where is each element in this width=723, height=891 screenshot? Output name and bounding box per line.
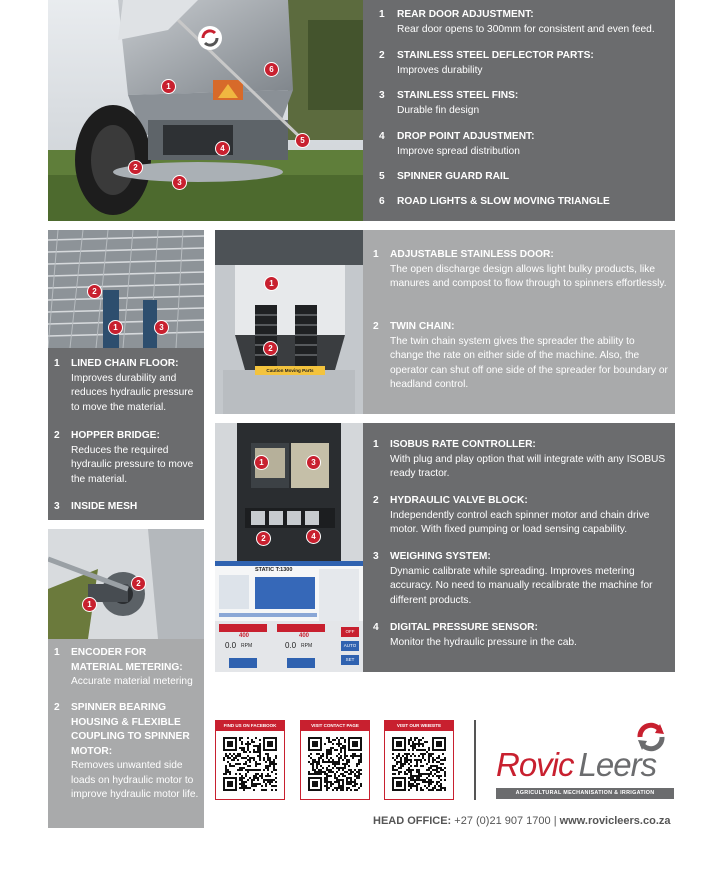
feature-item: 6 ROAD LIGHTS & SLOW MOVING TRIANGLE	[379, 196, 610, 207]
feature-item: 1 LINED CHAIN FLOOR: Improves durability and reduces hydraulic pressure to move the material.	[54, 358, 194, 413]
left-spinner-value: 0.0	[225, 641, 237, 650]
callout-pin-3: 3	[172, 175, 187, 190]
footer-phone[interactable]: +27 (0)21 907 1700	[454, 815, 551, 827]
callout-pin-1: 1	[161, 79, 176, 94]
controller-photo	[215, 423, 363, 561]
qr-code-icon	[223, 737, 277, 791]
caution-label: Caution Moving Parts	[266, 368, 314, 373]
top-features-panel	[363, 0, 675, 221]
screen-status: STATIC T:1300	[255, 567, 293, 573]
feature-item: 2 TWIN CHAIN: The twin chain system gives the spreader the ability to change the rate on either side of the machine. Also, the operator can shut off one side of the spreader for boundary or headland control.	[373, 321, 668, 390]
auto-button[interactable]: AUTO	[341, 641, 359, 651]
feature-item: 2 SPINNER BEARING HOUSING & FLEXIBLE COUPLING TO SPINNER MOTOR: Removes unwanted side loads on hydraulic motor to improve hydraulic motor life.	[54, 702, 199, 800]
footer-website[interactable]: www.rovicleers.co.za	[559, 815, 671, 827]
qr-code-icon	[308, 737, 362, 791]
callout-pin-6: 6	[264, 62, 279, 77]
chain-floor-photo	[48, 230, 204, 348]
right-rpm-label: RPM	[301, 643, 313, 649]
encoder-panel	[48, 639, 204, 828]
qr-card-website[interactable]	[384, 720, 454, 800]
qr-label: VISIT CONTACT PAGE	[301, 721, 369, 731]
callout-pin-2: 2	[256, 531, 271, 546]
footer-contact	[373, 815, 671, 827]
callout-pin-2: 2	[263, 341, 278, 356]
qr-label: VISIT OUR WEBSITE	[385, 721, 453, 731]
feature-item: 3 INSIDE MESH	[54, 501, 138, 512]
qr-card-contact[interactable]	[300, 720, 370, 800]
set-button[interactable]: SET	[341, 655, 359, 665]
callout-pin-5: 5	[295, 133, 310, 148]
feature-item: 1 REAR DOOR ADJUSTMENT: Rear door opens to 300mm for consistent and even feed.	[379, 9, 655, 35]
logo-word-leers: Leers	[578, 746, 657, 783]
callout-pin-2: 2	[87, 284, 102, 299]
callout-pin-1: 1	[264, 276, 279, 291]
qr-code-icon	[392, 737, 446, 791]
footer-separator: |	[553, 815, 557, 827]
logo-word-rovic: Rovic	[496, 746, 574, 783]
footer-label: HEAD OFFICE:	[373, 815, 452, 827]
feature-item: 3 STAINLESS STEEL FINS: Durable fin design	[379, 90, 519, 116]
right-spinner-rpm: 400	[299, 633, 310, 639]
left-rpm-label: RPM	[241, 643, 253, 649]
callout-pin-3: 3	[154, 320, 169, 335]
isobus-screen	[215, 561, 363, 672]
feature-item: 1 ENCODER FOR MATERIAL METERING: Accurate material metering	[54, 647, 193, 687]
callout-pin-1: 1	[108, 320, 123, 335]
off-button[interactable]: OFF	[341, 627, 359, 637]
logo-tagline: AGRICULTURAL MECHANISATION & IRRIGATION	[496, 788, 674, 799]
rear-door-photo	[215, 230, 363, 414]
spreader-rear-photo	[48, 0, 363, 221]
door-panel	[363, 230, 675, 414]
encoder-photo	[48, 529, 204, 639]
feature-item: 3 WEIGHING SYSTEM: Dynamic calibrate while spreading. Improves metering accuracy. No need to manually recalibrate the machine for different products.	[373, 551, 653, 606]
feature-item: 1 ISOBUS RATE CONTROLLER: With plug and play option that will integrate with any ISOBUS ready tractor.	[373, 439, 666, 479]
qr-label: FIND US ON FACEBOOK	[216, 721, 284, 731]
chain-floor-panel	[48, 348, 204, 520]
callout-pin-3: 3	[306, 455, 321, 470]
qr-card-facebook[interactable]	[215, 720, 285, 800]
right-spinner-value: 0.0	[285, 641, 297, 650]
callout-pin-2: 2	[128, 160, 143, 175]
callout-pin-1: 1	[254, 455, 269, 470]
callout-pin-4: 4	[306, 529, 321, 544]
feature-item: 4 DIGITAL PRESSURE SENSOR: Monitor the hydraulic pressure in the cab.	[373, 622, 577, 648]
feature-item: 1 ADJUSTABLE STAINLESS DOOR: The open discharge design allows light bulky products, like manures and compost to flow through to spinners effortlessly.	[373, 249, 667, 289]
controller-panel	[363, 423, 675, 672]
feature-item: 2 STAINLESS STEEL DEFLECTOR PARTS: Improves durability	[379, 50, 594, 76]
divider	[474, 720, 476, 800]
brand-logo	[494, 720, 676, 802]
feature-item: 2 HOPPER BRIDGE: Reduces the required hydraulic pressure to move the material.	[54, 430, 194, 485]
feature-item: 5 SPINNER GUARD RAIL	[379, 171, 510, 182]
callout-pin-1: 1	[82, 597, 97, 612]
callout-pin-4: 4	[215, 141, 230, 156]
feature-item: 2 HYDRAULIC VALVE BLOCK: Independently control each spinner motor and chain drive motor. With fixed pumping or load sensing capability.	[373, 495, 650, 535]
callout-pin-2: 2	[131, 576, 146, 591]
left-spinner-rpm: 400	[239, 633, 250, 639]
feature-item: 4 DROP POINT ADJUSTMENT: Improve spread distribution	[379, 131, 535, 157]
